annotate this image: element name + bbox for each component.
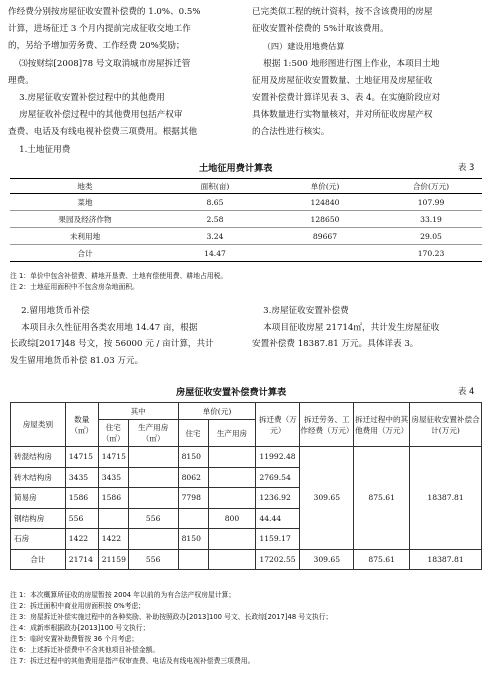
table-cell: 未利用地 [10,228,160,245]
table-cell: 124840 [270,194,380,211]
table-cell: 2.58 [160,211,270,228]
text-line: 本项目永久性征用各类农用地 14.47 亩，根据 [21,322,198,333]
table-cell: 7798 [178,488,208,509]
table3-number: 表 3 [458,162,475,172]
table-cell: 17202.55 [256,549,300,570]
table-cell: 14715 [98,447,128,468]
table3-notes [10,271,227,293]
table-cell [178,508,208,529]
table-cell: 简易房 [11,488,66,509]
table-cell [208,549,256,570]
table-row [10,211,482,228]
text-line: 3.房屋征收安置补偿费 [263,306,349,316]
table-cell [208,488,256,509]
table-cell [178,549,208,570]
table-row [10,228,482,245]
text-line: 2.留用地货币补偿 [21,306,90,316]
table-cell: 3435 [98,467,128,488]
table4-note: 注 6：上述拆迁补偿费中不含其他项目补偿金额。 [10,646,160,654]
table-total-row [11,549,482,570]
table-cell: 钢结构房 [11,508,66,529]
text-line: 计算，进场征迁 3 个月内提前完成征收交地工作 [8,24,191,35]
text-line: 的，另给予增加劳务费、工作经费 20%奖励； [8,41,185,52]
table-cell: 1422 [65,529,98,550]
table-row [10,194,482,211]
text-line: 房屋征收补偿过程中的其他费用包括产权审 [19,110,183,121]
table-cell: 砖混结构房 [11,447,66,468]
header-production-price: 生产用房 [208,420,256,447]
table-cell: 29.05 [380,228,482,245]
table4-note: 注 1：本次概算所征收的房屋暂按 2004 年以前的为有合法产权房屋计算； [10,591,236,599]
table4-notes [10,590,332,667]
header-other-fee: 拆迁过程中的其他费用（万元） [354,403,410,447]
table4-title: 房屋征收安置补偿费计算表 [176,387,287,398]
top-right-column [252,4,484,142]
merged-total-cell: 18387.81 [410,447,482,550]
text-line: 的合法性进行核实。 [252,127,330,138]
table-header-row [11,403,482,420]
table-row [11,447,482,468]
table-cell: 44.44 [256,508,300,529]
table-cell [208,467,256,488]
header-unit-price: 单价(元) [270,179,380,194]
table-cell [128,488,178,509]
table-cell: 21714 [65,549,98,570]
table-cell: 800 [208,508,256,529]
table-cell: 89667 [270,228,380,245]
table-cell [128,529,178,550]
table-cell [128,447,178,468]
table-row [10,245,482,262]
table3-note: 注 1：单价中包含补偿费、耕地开垦费、土地有偿使用费、耕地占用税。 [10,272,228,280]
table-cell: 合计 [77,248,93,258]
text-line: 作经费分别按房屋征收安置补偿费的 1.0%、0.5% [8,7,201,17]
housing-compensation-table [10,402,482,570]
table4-note: 注 4：成新率根据政办[2013]100 号文执行； [10,624,150,632]
table-cell: 石房 [11,529,66,550]
table-cell: 107.99 [380,194,482,211]
table-cell: 18387.81 [410,549,482,570]
table-cell [270,245,380,262]
text-line: 安置补偿费 18387.81 万元。具体详表 3。 [252,339,419,349]
table-cell: 3435 [65,467,98,488]
table-cell: 33.19 [380,211,482,228]
table-cell: 1586 [98,488,128,509]
table4-note: 注 7：拆迁过程中的其他费用是指产权审查费、电话及有线电视补偿费三项费用。 [10,657,255,665]
header-production-area: 生产用房（㎡） [128,420,178,447]
table-cell: 1236.92 [256,488,300,509]
header-unit-price: 单价(元) [178,403,256,420]
merged-other-cell: 875.61 [354,447,410,550]
top-left-column [8,4,244,159]
mid-right-column [252,303,484,353]
table4-note: 注 2：拆迁面积中商业用房面积按 0%考虑； [10,602,145,610]
merged-labor-cell: 309.65 [300,447,354,550]
table-cell: 菜地 [10,194,160,211]
table-cell: 8150 [178,529,208,550]
mid-left-column [10,303,242,369]
table-cell: 170.23 [417,248,445,258]
table-cell [98,508,128,529]
table3-title: 土地征用费计算表 [199,163,273,174]
table-cell [208,447,256,468]
table-cell: 1422 [98,529,128,550]
table-cell: 3.24 [160,228,270,245]
table-cell: 2769.54 [256,467,300,488]
table-cell: 556 [128,508,178,529]
table-cell: 1586 [65,488,98,509]
table-cell: 1159.17 [256,529,300,550]
table-cell: 合计 [11,549,66,570]
table-cell: 14.47 [204,248,226,258]
header-residential-price: 住宅 [178,420,208,447]
land-fee-table [10,178,482,262]
text-line: 3.房屋征收安置补偿过程中的其他费用 [19,93,165,104]
header-total: 合价(万元) [380,179,482,194]
header-quantity: 数量（㎡） [65,403,98,447]
text-line: 长政综[2017]48 号文，按 56000 元 / 亩计算，共计 [10,339,214,349]
table-cell: 556 [65,508,98,529]
table-cell: 309.65 [300,549,354,570]
text-line: 征用及房屋征收安置数量、土地征用及房屋征收 [252,75,433,86]
table-cell: 21159 [98,549,128,570]
table-cell: 556 [128,549,178,570]
table-cell: 8062 [178,467,208,488]
text-line: 1.土地征用费 [19,144,71,155]
header-area: 面积(亩) [160,179,270,194]
table-cell [208,529,256,550]
text-line: 具体数量进行实物量核对，并对所征收房屋产权 [252,110,433,121]
table-cell: 8150 [178,447,208,468]
header-residential-area: 住宅（㎡） [98,420,128,447]
table-cell: 11992.48 [256,447,300,468]
table-cell: 14715 [65,447,98,468]
header-among: 其中 [98,403,178,420]
text-line: ⑶按财综[2008]78 号文取消城市房屋拆迁管 [19,58,191,69]
table-cell [128,467,178,488]
text-line: （四）建设用地费估算 [262,41,345,52]
table4-number: 表 4 [458,386,475,396]
header-land-type: 地类 [10,179,160,194]
table-cell: 8.65 [160,194,270,211]
text-line: 征收安置补偿费的 5%计取该费用。 [252,24,389,35]
table-cell: 875.61 [354,549,410,570]
table-cell: 砖木结构房 [11,467,66,488]
text-line: 安置补偿费计算详见表 3、表 4。在实施阶段应对 [252,93,441,104]
table4-note: 注 5：临时安置补助费暂按 36 个月考虑； [10,635,139,643]
header-house-type: 房屋类别 [11,403,66,447]
table-header-row [10,179,482,194]
header-demolish-fee: 拆迁费（万元） [256,403,300,447]
text-line: 根据 1:500 地形图进行图上作业，本项目土地 [263,58,440,69]
text-line: 发生留用地货币补偿 81.03 万元。 [10,355,144,366]
text-line: 本项目征收房屋 21714㎡，共计发生房屋征收 [263,322,440,333]
text-line: 查费、电话及有线电视补偿费三项费用。根据其他 [8,127,198,138]
table-cell: 果园及经济作物 [10,211,160,228]
header-grand-total: 房屋征收安置补偿合计(万元) [410,403,482,447]
table-cell: 128650 [270,211,380,228]
table3-note: 注 2：土地征用面积中不包含房杂地面积。 [10,283,139,291]
header-labor-fee: 拆迁劳务、工作经费（万元） [300,403,354,447]
table4-note: 注 3：房屋拆迁补偿实施过程中的各种奖励、补助按照政办[2013]100 号文、长政综[2017]48 号文执行； [10,613,333,621]
text-line: 理费。 [8,75,34,86]
text-line: 已完类似工程的统计资料，按不含该费用的房屋 [252,7,433,17]
